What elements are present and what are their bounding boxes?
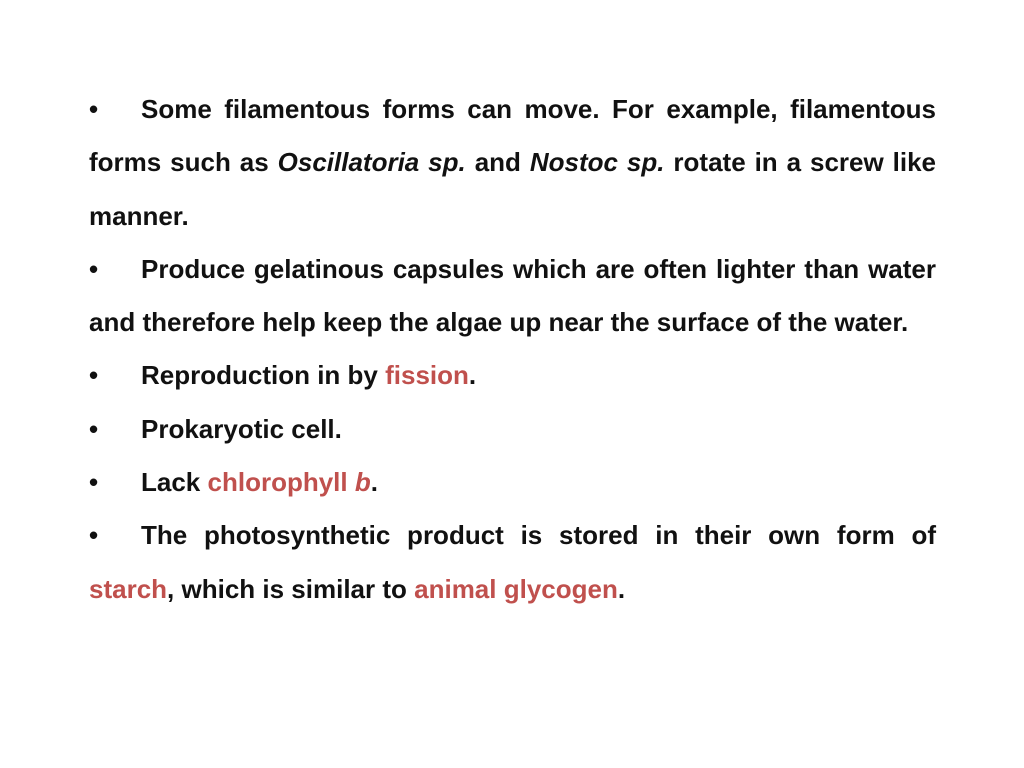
bullet-text: . [468, 360, 477, 391]
bullet-marker: • [89, 94, 99, 124]
bullet-marker: • [89, 360, 99, 391]
bullet-item-photosynthetic-product [89, 509, 936, 616]
bullet-item-filamentous-movement [89, 83, 936, 243]
bullet-text: . [370, 467, 378, 498]
bullet-text: Prokaryotic cell. [141, 413, 342, 444]
highlight-starch: starch [89, 573, 168, 604]
bullet-item-gelatinous-capsules [89, 243, 936, 350]
bullet-marker: • [89, 467, 99, 498]
bullet-item-prokaryotic [89, 403, 936, 456]
bullet-text: The photosynthetic product is stored in their own form of [141, 520, 936, 551]
bullet-marker: • [89, 413, 99, 444]
highlight-animal-glycogen: animal glycogen [414, 573, 618, 604]
bullet-marker: • [89, 253, 99, 284]
species-name-oscillatoria: Oscillatoria sp. [277, 147, 466, 178]
bullet-text: , which is similar to [167, 573, 415, 604]
bullet-text: rotate in a screw like manner. [89, 147, 937, 231]
bullet-text: and [465, 147, 530, 178]
bullet-marker: • [89, 520, 99, 551]
bullet-text: Reproduction in by [141, 360, 386, 391]
bullet-text: Lack [141, 467, 208, 498]
bullet-item-reproduction [89, 349, 936, 402]
highlight-chlorophyll-b: b [354, 467, 371, 498]
highlight-chlorophyll: chlorophyll [207, 467, 355, 498]
bullet-list [89, 83, 936, 616]
species-name-nostoc: Nostoc sp. [529, 147, 665, 178]
bullet-text: Some filamentous forms can move. For example, filamentous forms such as [89, 94, 936, 178]
highlight-fission: fission [385, 360, 469, 391]
bullet-text: . [617, 573, 626, 604]
bullet-text: Produce gelatinous capsules which are often lighter than water and therefore help keep the algae up near the surface of the water. [89, 253, 936, 338]
bullet-item-chlorophyll [89, 456, 936, 509]
